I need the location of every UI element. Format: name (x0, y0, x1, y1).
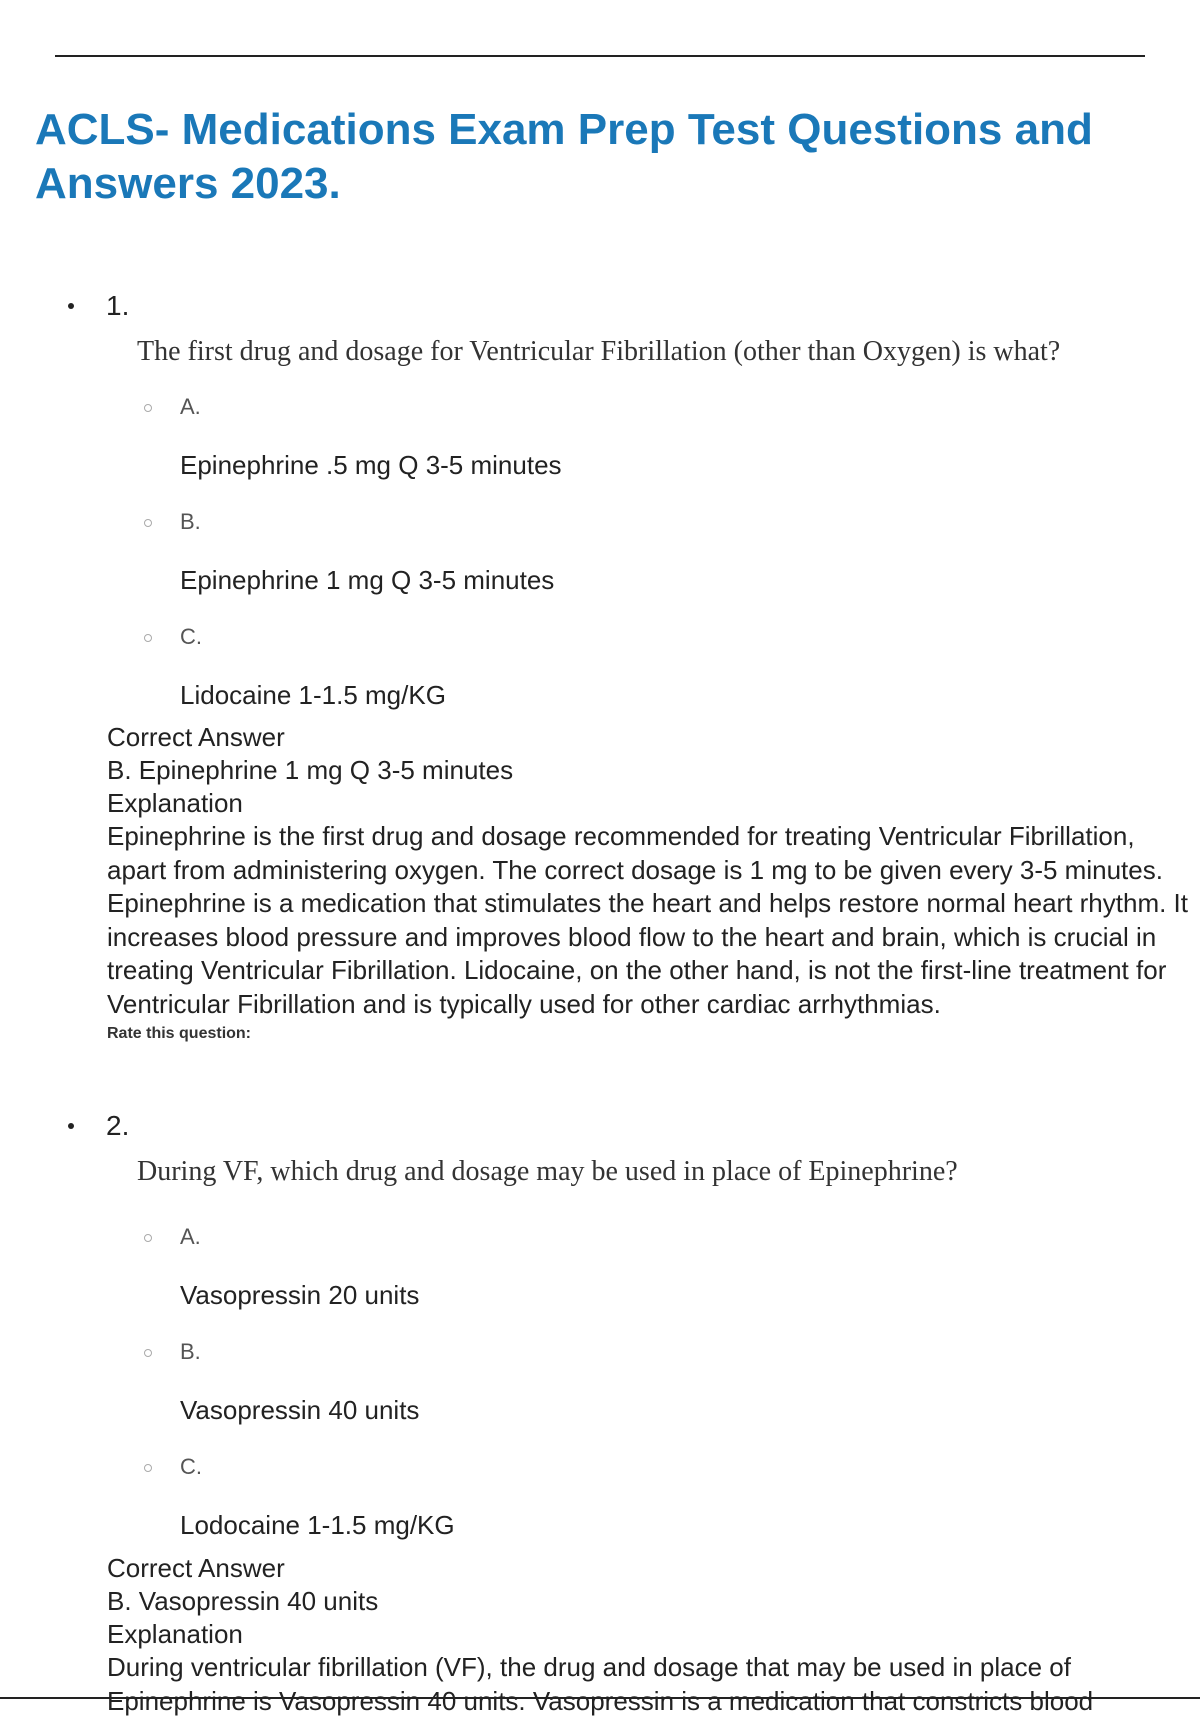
correct-answer-label: Correct Answer (107, 1553, 285, 1583)
bottom-divider (0, 1697, 1200, 1699)
option-letter: A. (180, 1224, 201, 1249)
option-text[interactable]: Epinephrine .5 mg Q 3-5 minutes (180, 450, 562, 480)
option-letter: C. (180, 1454, 202, 1479)
option-band (180, 392, 1170, 422)
top-divider (55, 55, 1145, 57)
option-text[interactable]: Vasopressin 40 units (180, 1395, 420, 1425)
option-text[interactable]: Lidocaine 1-1.5 mg/KG (180, 680, 446, 710)
radio-circle-icon[interactable] (144, 634, 152, 642)
option-text[interactable]: Lodocaine 1-1.5 mg/KG (180, 1510, 455, 1540)
radio-circle-icon[interactable] (144, 404, 152, 412)
radio-circle-icon[interactable] (144, 1234, 152, 1242)
page-title: ACLS- Medications Exam Prep Test Questions and Answers 2023. (35, 105, 1093, 208)
explanation-text: Epinephrine is the first drug and dosage recommended for treating Ventricular Fibrillation, apart from administering oxygen. The correct dosage is 1 mg to be given every 3-5 minutes. Epinephrine is a medication that stimulates the heart and helps restore normal heart rhythm. It increases blood pressure and improves blood flow to the heart and brain, which is crucial in treating Ventricular Fibrillation. Lidocaine, on the other hand, is not the first-line treatment for Ventricular Fibrillation and is typically used for other cardiac arrhythmias. (107, 821, 1189, 1019)
option-band (180, 622, 1170, 652)
rate-question-label[interactable]: Rate this question: (107, 1025, 252, 1042)
answer-block (107, 721, 1197, 1045)
question-number: 1. (106, 290, 130, 321)
option-letter: A. (180, 394, 201, 419)
question-text: During VF, which drug and dosage may be used in place of Epinephrine? (137, 1156, 958, 1187)
radio-circle-icon[interactable] (144, 1349, 152, 1357)
correct-answer-label: Correct Answer (107, 722, 285, 752)
correct-answer: B. Epinephrine 1 mg Q 3-5 minutes (107, 755, 514, 785)
option-band (180, 1452, 1170, 1482)
explanation-text: During ventricular fibrillation (VF), the drug and dosage that may be used in place of Epinephrine is Vasopressin 40 units. Vasopressin is a medication that constricts blood (107, 1652, 1094, 1716)
option-letter: B. (180, 1339, 201, 1364)
question-header-band (106, 288, 1200, 324)
answer-block (107, 1552, 1197, 1718)
explanation-label: Explanation (107, 1619, 243, 1649)
option-band (180, 507, 1170, 537)
option-band (180, 1222, 1170, 1252)
correct-answer: B. Vasopressin 40 units (107, 1586, 379, 1616)
bullet-icon (68, 303, 74, 309)
explanation-label: Explanation (107, 788, 243, 818)
option-text[interactable]: Vasopressin 20 units (180, 1280, 420, 1310)
radio-circle-icon[interactable] (144, 519, 152, 527)
option-band (180, 1337, 1170, 1367)
radio-circle-icon[interactable] (144, 1464, 152, 1472)
question-header-band (106, 1108, 1200, 1144)
option-text[interactable]: Epinephrine 1 mg Q 3-5 minutes (180, 565, 555, 595)
option-letter: B. (180, 509, 201, 534)
option-letter: C. (180, 624, 202, 649)
question-number: 2. (106, 1110, 130, 1141)
question-text: The first drug and dosage for Ventricular Fibrillation (other than Oxygen) is what? (137, 336, 1061, 367)
bullet-icon (68, 1123, 74, 1129)
